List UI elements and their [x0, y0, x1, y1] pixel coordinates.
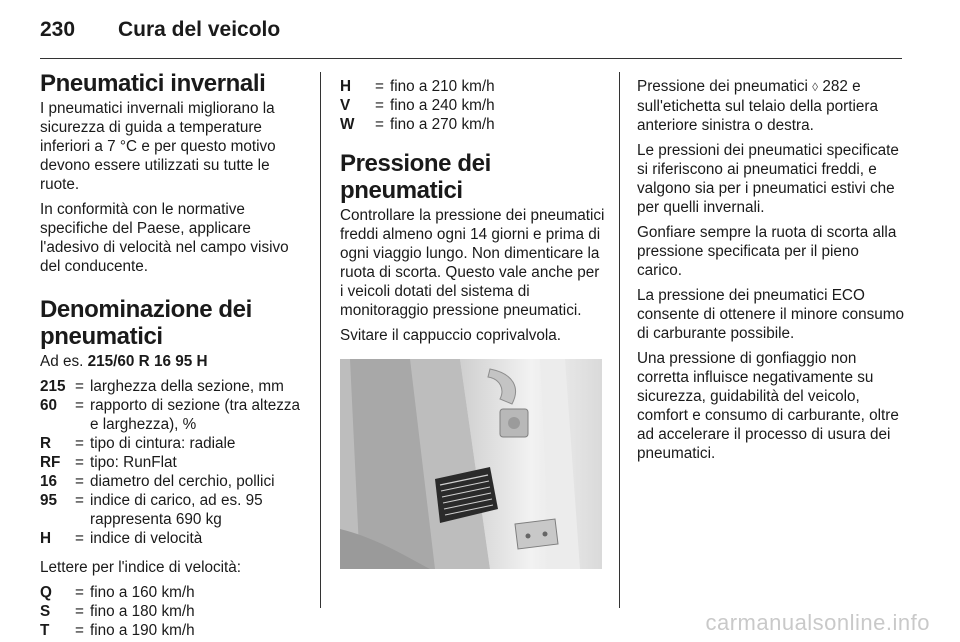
page-header	[40, 18, 280, 42]
example-value: 215/60 R 16 95 H	[87, 353, 208, 370]
definition-row: H = indice di velocità	[40, 530, 203, 547]
paragraph: Controllare la pressione dei pneumatici freddi almeno ogni 14 giorni e prima di ogni viaggio lungo. Non dimenticare la ruota di scorta. Questo vale anche per i veicoli dotati del sistema di monitoraggio pressione pneumatici.	[340, 207, 605, 319]
definition-row: R = tipo di cintura: radiale	[40, 435, 236, 452]
column-divider-2	[619, 72, 620, 608]
door-pillar-tyre-label-photo	[340, 359, 602, 569]
column-1	[40, 70, 308, 640]
paragraph: La pressione dei pneumatici ECO consente di ottenere il minore consumo di carburante possibile.	[637, 287, 904, 342]
paragraph: In conformità con le normative specifiche del Paese, applicare l'adesivo di velocità nel campo visivo del conducente.	[40, 201, 289, 275]
paragraph-reference: Pressione dei pneumatici ◊ 282 e sull'etichetta sul telaio della portiera anteriore sinistra o destra.	[637, 78, 879, 134]
speed-row: S = fino a 180 km/h	[40, 603, 195, 620]
paragraph: Le pressioni dei pneumatici specificate si riferiscono ai pneumatici freddi, e valgono sia per i pneumatici estivi che per quelli invernali.	[637, 142, 899, 216]
page-reference-link[interactable]: 282	[822, 78, 848, 95]
column-3	[637, 77, 905, 469]
page-reference-arrow-icon: ◊	[812, 80, 819, 94]
page-number: 230	[40, 18, 76, 41]
definition-row: 95 = indice di carico, ad es. 95 rappresenta 690 kg	[40, 492, 263, 528]
paragraph: Svitare il cappuccio coprivalvola.	[340, 327, 562, 344]
definition-row: 16 = diametro del cerchio, pollici	[40, 473, 275, 490]
speed-row: Q = fino a 160 km/h	[40, 584, 195, 601]
example-label: Ad es.	[40, 353, 84, 370]
definition-row: 215 = larghezza della sezione, mm	[40, 378, 284, 395]
speed-row: H = fino a 210 km/h	[340, 78, 495, 95]
paragraph: Una pressione di gonfiaggio non corretta influisce negativamente su sicurezza, guidabilità del veicolo, comfort e consumo di carburante, oltre ad accelerare il processo di usura dei pneumatici.	[637, 350, 899, 462]
header-divider	[40, 58, 902, 59]
section-title: Cura del veicolo	[118, 18, 281, 41]
column-2	[340, 77, 606, 569]
example-line	[40, 352, 308, 371]
speed-row: T = fino a 190 km/h	[40, 622, 195, 639]
definition-row: RF = tipo: RunFlat	[40, 454, 177, 471]
paragraph: Gonfiare sempre la ruota di scorta alla pressione specificata per il pieno carico.	[637, 224, 897, 279]
paragraph: I pneumatici invernali migliorano la sicurezza di guida a temperature inferiori a 7 °C e per questo motivo devono essere utilizzati su tutte le ruote.	[40, 100, 276, 193]
heading-tyre-pressure: Pressione dei pneumatici	[340, 150, 491, 204]
heading-winter-tyres: Pneumatici invernali	[40, 70, 266, 97]
watermark: carmanualsonline.info	[705, 610, 930, 635]
speed-row: V = fino a 240 km/h	[340, 97, 495, 114]
definition-row: 60 = rapporto di sezione (tra altezza e larghezza), %	[40, 397, 301, 433]
speed-intro: Lettere per l'indice di velocità:	[40, 559, 242, 576]
heading-tyre-designation: Denominazione dei pneumatici	[40, 296, 252, 350]
column-divider-1	[320, 72, 321, 608]
speed-row: W = fino a 270 km/h	[340, 116, 495, 133]
door-pillar-illustration	[340, 359, 602, 569]
